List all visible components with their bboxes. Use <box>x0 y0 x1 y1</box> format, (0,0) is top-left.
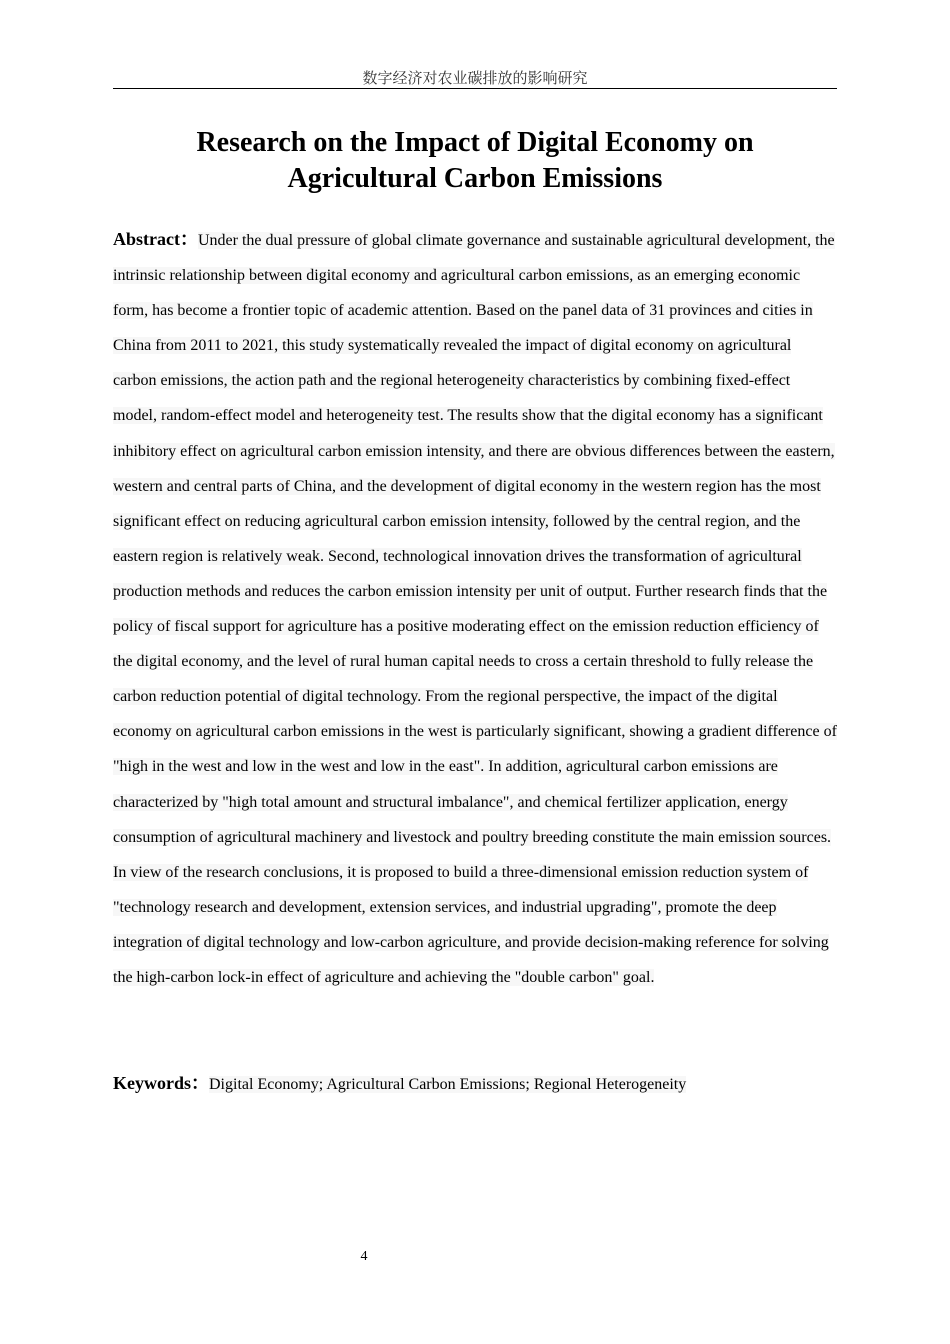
paper-title-line-2: Agricultural Carbon Emissions <box>287 163 663 194</box>
abstract-label: Abstract： <box>113 229 198 249</box>
abstract-section <box>113 222 837 995</box>
paper-title-line-1: Research on the Impact of Digital Economy on <box>196 127 754 158</box>
paper-title <box>113 125 837 197</box>
header-rule <box>113 88 837 89</box>
keywords-text: Digital Economy; Agricultural Carbon Emissions; Regional Heterogeneity <box>209 1076 687 1093</box>
keywords-section <box>113 1068 837 1100</box>
running-header: 数字经济对农业碳排放的影响研究 <box>362 69 588 87</box>
abstract-text: Under the dual pressure of global climate governance and sustainable agricultural development, the intrinsic relationship between digital economy and agricultural carbon emissions, as an emerging economic form, has become a frontier topic of academic attention. Based on the panel data of 31 provinces and cities in China from 2011 to 2021, this study systematically revealed the impact of digital economy on agricultural carbon emissions, the action path and the regional heterogeneity characteristics by combining fixed-effect model, random-effect model and heterogeneity test. The results show that the digital economy has a significant inhibitory effect on agricultural carbon emission intensity, and there are obvious differences between the eastern, western and central parts of China, and the development of digital economy in the western region has the most significant effect on reducing agricultural carbon emission intensity, followed by the central region, and the eastern region is relatively weak. Second, technological innovation drives the transformation of agricultural production methods and reduces the carbon emission intensity per unit of output. Further research finds that the policy of fiscal support for agriculture has a positive moderating effect on the emission reduction efficiency of the digital economy, and the level of rural human capital needs to cross a certain threshold to fully release the carbon reduction potential of digital technology. From the regional perspective, the impact of the digital economy on agricultural carbon emissions in the west is particularly significant, showing a gradient difference of "high in the west and low in the west and low in the east". In addition, agricultural carbon emissions are characterized by "high total amount and structural imbalance", and chemical fertilizer application, energy consumption of agricultural machinery and livestock and poultry breeding constitute the main emission sources. In view of the research conclusions, it is proposed to build a three-dimensional emission reduction system of "technology research and development, extension services, and industrial upgrading", promote the deep integration of digital technology and low-carbon agriculture, and provide decision-making reference for solving the high-carbon lock-in effect of agriculture and achieving the "double carbon" goal. <box>113 232 837 986</box>
page-number: 4 <box>360 1249 368 1264</box>
keywords-label: Keywords： <box>113 1073 209 1093</box>
